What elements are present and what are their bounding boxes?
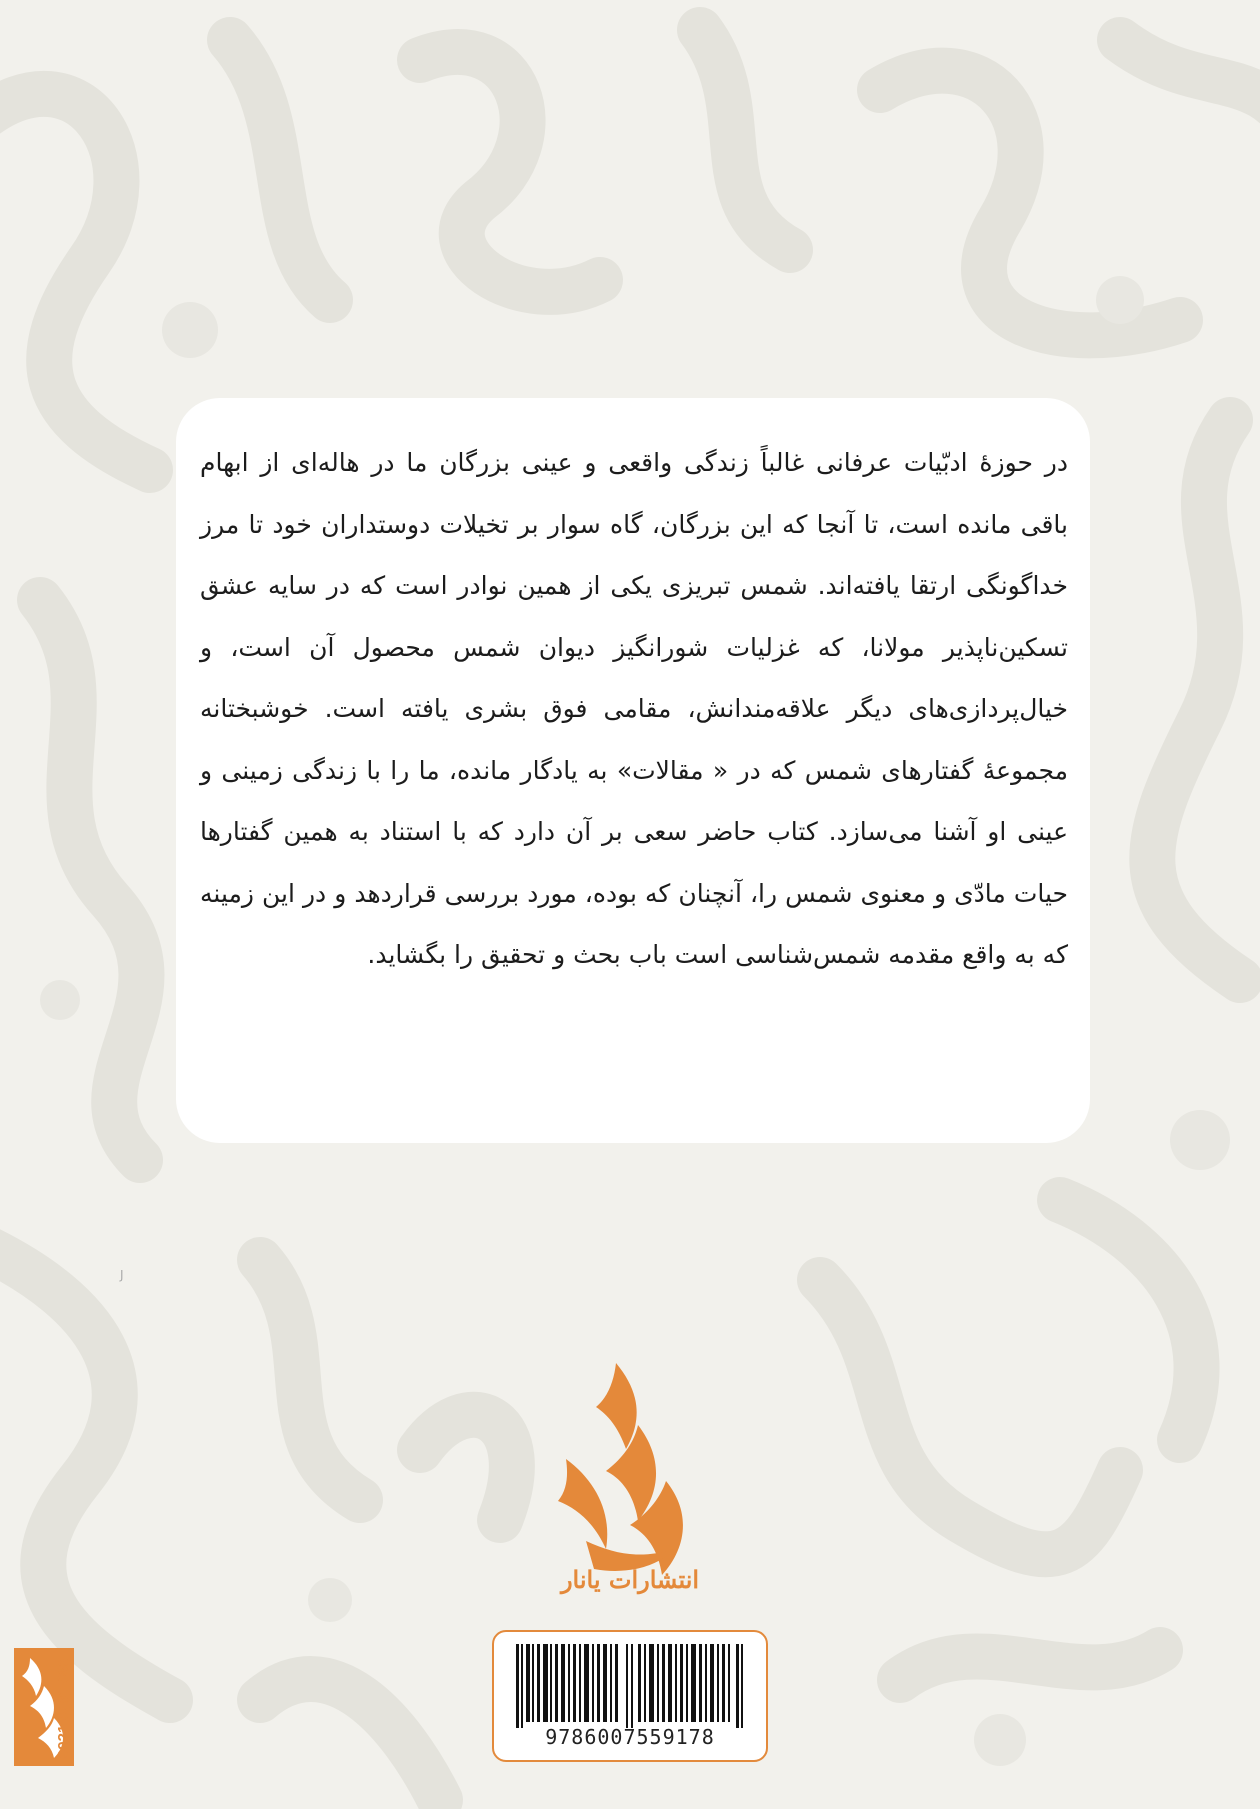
- back-cover-blurb: در حوزهٔ ادبّیات عرفانی غالباً زندگی واقعی و عینی بزرگان ما در هاله‌ای از ابهام باقی مانده است، تا آنجا که این بزرگان، گاه سوار بر تخیلات دوستداران خود تا مرز خداگونگی ارتقا یافته‌اند. شمس تبریزی یکی از همین نوادر است که در سایه عشق تسکین‌ناپذیر مولانا، که غزلیات شورانگیز دیوان شمس محصول آن است، و خیال‌پردازی‌های دیگر علاقه‌مندانش، مقامی فوق بشری یافته است. خوشبختانه مجموعهٔ گفتارهای شمس که در « مقالات» به یادگار مانده، ما را با زندگی زمینی و عینی او آشنا می‌سازد. کتاب حاضر سعی بر آن دارد که با استناد به همین گفتارها حیات مادّی و معنوی شمس را، آنچنان که بوده، مورد بررسی قراردهد و در این زمینه که به واقع مقدمه شمس‌شناسی است باب بحث و تحقیق را بگشاید.: [200, 448, 1068, 969]
- publisher-name: انتشارات یانار: [560, 1565, 700, 1594]
- isbn-number: 9786007559178: [545, 1725, 715, 1749]
- publisher-phone: 0921 0791 083: [55, 1657, 72, 1759]
- isbn-barcode: [492, 1630, 768, 1762]
- stray-mark: J: [120, 1268, 124, 1282]
- barcode-bars: [514, 1644, 746, 1728]
